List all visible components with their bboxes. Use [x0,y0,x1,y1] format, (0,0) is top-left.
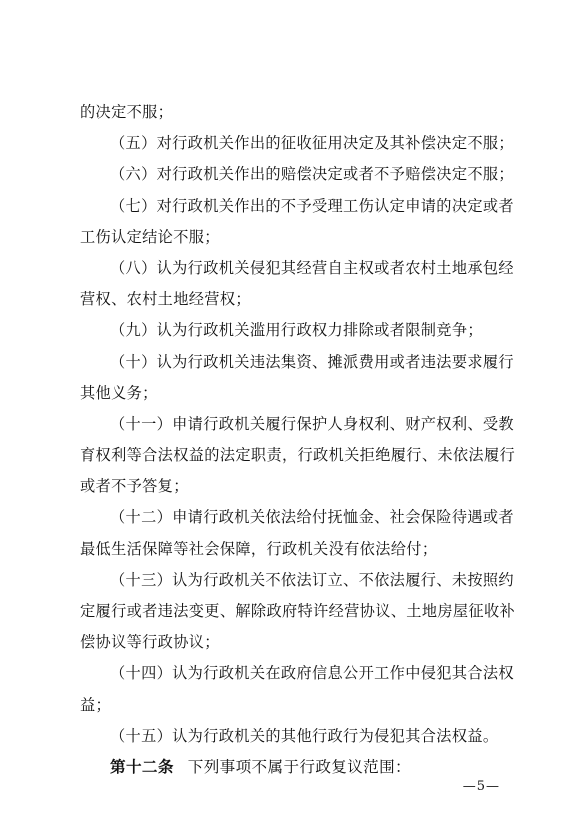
text-line-11: （十一）申请行政机关履行保护人身权利、财产权利、受教 [110,414,514,433]
text-line-9: （十）认为行政机关违法集资、摊派费用或者违法要求履行 [110,352,514,371]
text-line-12: 育权利等合法权益的法定职责，行政机关拒绝履行、未依法履行 [80,446,516,465]
text-line-14: （十二）申请行政机关依法给付抚恤金、社会保险待遇或者 [110,508,514,527]
text-line-18: 偿协议等行政协议； [80,633,220,652]
text-line-21: （十五）认为行政机关的其他行政行为侵犯其合法权益。 [110,726,499,745]
article-12 [80,752,508,783]
text-line-16: （十三）认为行政机关不依法订立、不依法履行、未按照约 [110,570,514,589]
text-line-15: 最低生活保障等社会保障，行政机关没有依法给付； [80,539,438,558]
text-line-6: （八）认为行政机关侵犯其经营自主权或者农村土地承包经 [110,258,514,277]
text-line-7: 营权、农村土地经营权； [80,290,251,309]
article-text: 下列事项不属于行政复议范围： [187,757,411,776]
text-line-5: 工伤认定结论不服； [80,227,220,246]
document-body [80,97,516,783]
text-line-13: 或者不予答复； [80,477,189,496]
text-line-19: （十四）认为行政机关在政府信息公开工作中侵犯其合法权 [110,664,514,683]
text-line-1: 的决定不服； [80,103,174,121]
text-line-20: 益； [80,695,112,714]
page-number: —5— [462,779,500,794]
text-line-17: 定履行或者违法变更、解除政府特许经营协议、土地房屋征收补 [80,602,516,620]
text-line-3: （六）对行政机关作出的赔偿决定或者不予赔偿决定不服； [110,165,514,184]
text-line-2: （五）对行政机关作出的征收征用决定及其补偿决定不服； [110,134,514,153]
text-line-8: （九）认为行政机关滥用行政权力排除或者限制竞争； [110,321,483,340]
text-line-10: 其他义务； [80,383,158,402]
text-line-4: （七）对行政机关作出的不予受理工伤认定申请的决定或者 [110,196,514,215]
article-heading: 第十二条 [110,757,174,776]
